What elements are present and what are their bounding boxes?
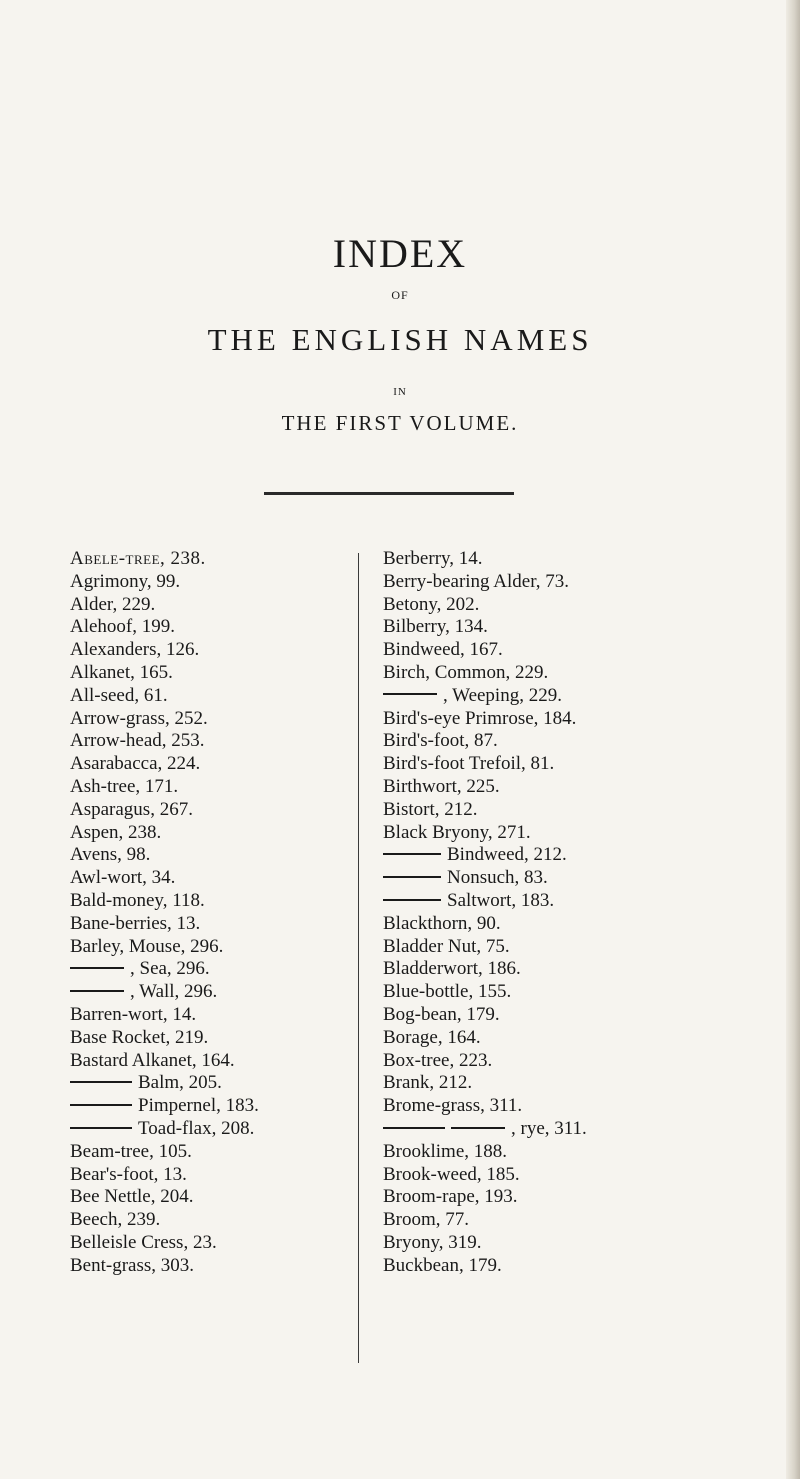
ditto-dash [70,1127,132,1129]
index-entry [70,958,342,981]
index-entry [70,1118,342,1141]
index-entry [383,639,783,662]
index-title: INDEX [332,231,468,276]
index-entry [383,1255,783,1278]
entry-text: Avens, 98. [70,844,151,866]
index-entry [70,1209,342,1232]
entry-text: Balm, 205. [138,1072,222,1094]
entry-text: Awl-wort, 34. [70,867,176,889]
entry-text: Agrimony, 99. [70,570,181,592]
entry-text: Asparagus, 267. [70,798,193,820]
entry-text: Black Bryony, 271. [383,821,531,843]
index-entry [70,776,342,799]
index-entry [383,913,783,936]
ditto-dash [70,1081,132,1083]
index-entry [383,1186,783,1209]
left-column [70,548,342,1278]
entry-text: Toad-flax, 208. [138,1117,255,1139]
index-entry [70,548,342,571]
entry-text: Bastard Alkanet, 164. [70,1049,235,1071]
index-entry [70,1232,342,1255]
index-entry [383,1141,783,1164]
index-entry [383,822,783,845]
index-entry [70,662,342,685]
index-entry [383,1027,783,1050]
entry-text: Belleisle Cress, 23. [70,1231,217,1253]
ditto-dash [383,876,441,878]
index-entry [383,1209,783,1232]
index-entry [383,1232,783,1255]
column-divider [358,553,359,1363]
title-rule [264,492,514,495]
index-entry [383,936,783,959]
entry-text: Bane-berries, 13. [70,912,201,934]
entry-text: Bird's-eye Primrose, 184. [383,707,577,729]
index-entry [383,1072,783,1095]
index-entry [383,799,783,822]
index-entry [70,913,342,936]
ditto-dash [70,1104,132,1106]
entry-text: Barley, Mouse, 296. [70,935,224,957]
entry-text: Bladderwort, 186. [383,958,521,980]
index-entry [383,594,783,617]
entry-text: Broom-rape, 193. [383,1186,518,1208]
entry-text: Base Rocket, 219. [70,1026,209,1048]
index-entry [383,708,783,731]
index-entry [383,844,783,867]
index-entry [383,1004,783,1027]
entry-text: Abele-tree, 238. [70,548,206,569]
index-entry [70,981,342,1004]
entry-text: , Weeping, 229. [443,684,562,706]
index-entry [70,616,342,639]
entry-text: Bird's-foot Trefoil, 81. [383,753,555,775]
of-line: OF [391,288,409,302]
index-entry [383,890,783,913]
entry-text: Brome-grass, 311. [383,1095,523,1117]
entry-text: Ash-tree, 171. [70,775,179,797]
index-entry [70,708,342,731]
entry-text: Bee Nettle, 204. [70,1186,194,1208]
index-entry [383,753,783,776]
index-entry [383,548,783,571]
ditto-dash [383,899,441,901]
entry-text: Bent-grass, 303. [70,1254,195,1276]
entry-text: Nonsuch, 83. [447,867,548,889]
in-line: IN [393,386,407,398]
ditto-dash [451,1127,505,1129]
index-entry [383,616,783,639]
entry-text: Broom, 77. [383,1209,470,1231]
volume-line: THE FIRST VOLUME. [281,411,519,435]
entry-text: Bindweed, 212. [447,844,567,866]
entry-text: Bald-money, 118. [70,889,205,911]
entry-text: Bilberry, 134. [383,616,488,638]
entry-text: Birch, Common, 229. [383,661,549,683]
index-entry [70,730,342,753]
index-entry [383,981,783,1004]
entry-text: Beech, 239. [70,1209,161,1231]
entry-text: Aspen, 238. [70,821,162,843]
entry-text: Arrow-grass, 252. [70,707,208,729]
entry-text: Brank, 212. [383,1072,473,1094]
entry-text: , Wall, 296. [130,981,218,1003]
entry-text: Brook-weed, 185. [383,1163,520,1185]
index-entry [383,662,783,685]
entry-text: Bog-bean, 179. [383,1003,500,1025]
entry-text: Borage, 164. [383,1026,481,1048]
index-entry [70,1072,342,1095]
index-entry [383,776,783,799]
entry-text: , rye, 311. [511,1117,587,1139]
page-edge [786,0,800,1479]
entry-text: Buckbean, 179. [383,1254,502,1276]
entry-text: , Sea, 296. [130,958,210,980]
entry-text: Brooklime, 188. [383,1140,508,1162]
entry-text: Berry-bearing Alder, 73. [383,570,570,592]
entry-text: Box-tree, 223. [383,1049,493,1071]
index-entry [70,1141,342,1164]
entry-text: Blackthorn, 90. [383,912,501,934]
entry-text: Pimpernel, 183. [138,1095,259,1117]
index-entry [383,1050,783,1073]
entry-text: Saltwort, 183. [447,889,555,911]
index-entry [383,730,783,753]
index-entry [70,799,342,822]
index-entry [70,1027,342,1050]
entry-text: Birthwort, 225. [383,775,500,797]
entry-text: Bryony, 319. [383,1231,482,1253]
index-entry [70,844,342,867]
entry-text: Bindweed, 167. [383,639,503,661]
ditto-dash [383,1127,445,1129]
entry-text: Betony, 202. [383,593,480,615]
index-entry [383,685,783,708]
index-entry [70,1004,342,1027]
index-entry [70,1255,342,1278]
entry-text: Blue-bottle, 155. [383,981,512,1003]
index-entry [70,571,342,594]
entry-text: Berberry, 14. [383,548,483,569]
entry-text: Arrow-head, 253. [70,730,205,752]
index-entry [70,936,342,959]
index-entry [383,1164,783,1187]
entry-text: Bistort, 212. [383,798,478,820]
ditto-dash [70,990,124,992]
index-entry [70,890,342,913]
ditto-dash [383,853,441,855]
entry-text: Barren-wort, 14. [70,1003,197,1025]
index-entry [70,594,342,617]
entry-text: Beam-tree, 105. [70,1140,192,1162]
index-entry [70,1050,342,1073]
index-entry [383,958,783,981]
index-entry [383,867,783,890]
entry-text: All-seed, 61. [70,684,168,706]
ditto-dash [383,693,437,695]
subtitle: THE ENGLISH NAMES [207,322,593,357]
index-entry [70,685,342,708]
index-entry [383,1118,783,1141]
index-entry [70,1095,342,1118]
entry-text: Bear's-foot, 13. [70,1163,187,1185]
index-entry [383,571,783,594]
entry-text: Alkanet, 165. [70,661,173,683]
entry-text: Bladder Nut, 75. [383,935,510,957]
index-entry [70,1164,342,1187]
entry-text: Alexanders, 126. [70,639,200,661]
entry-text: Alehoof, 199. [70,616,176,638]
index-entry [70,639,342,662]
index-entry [70,753,342,776]
index-entry [70,867,342,890]
entry-text: Asarabacca, 224. [70,753,201,775]
entry-text: Bird's-foot, 87. [383,730,498,752]
index-entry [70,1186,342,1209]
entry-text: Alder, 229. [70,593,156,615]
index-entry [70,822,342,845]
ditto-dash [70,967,124,969]
right-column [383,548,783,1278]
index-entry [383,1095,783,1118]
